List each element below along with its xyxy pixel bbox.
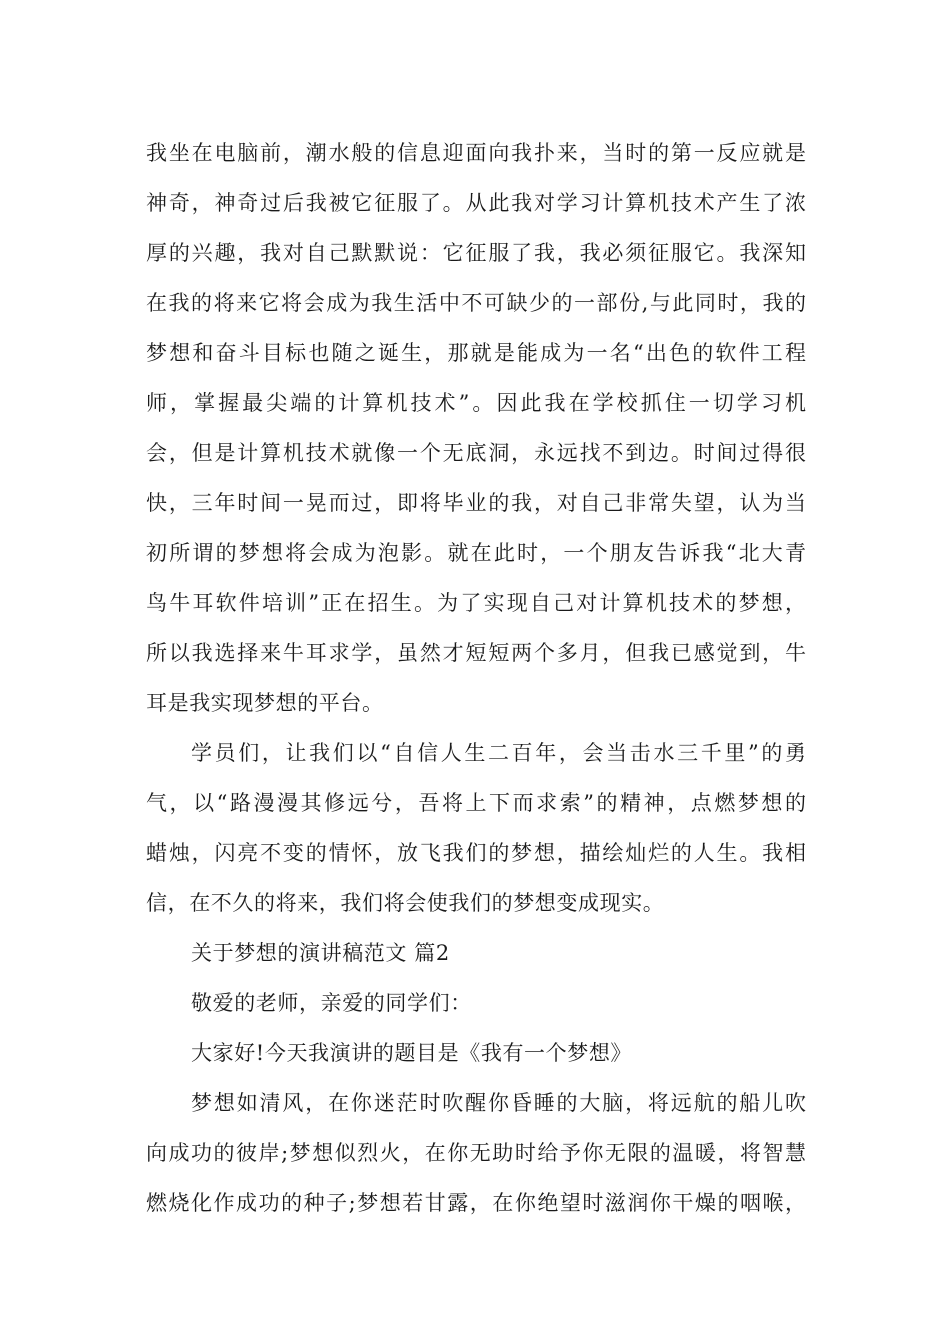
paragraph-3-line-1: 梦想如清风，在你迷茫时吹醒你昏睡的大脑，将远航的船儿吹 [191, 1091, 806, 1115]
section-heading: 关于梦想的演讲稿范文 篇2 [191, 941, 450, 965]
paragraph-3-line-2: 向成功的彼岸;梦想似烈火，在你无助时给予你无限的温暖，将智慧 [146, 1141, 806, 1165]
paragraph-1-line-5: 梦想和奋斗目标也随之诞生，那就是能成为一名“出色的软件工程 [146, 341, 806, 365]
paragraph-1-line-4: 在我的将来它将会成为我生活中不可缺少的一部份,与此同时，我的 [146, 291, 806, 315]
paragraph-1-line-11: 所以我选择来牛耳求学，虽然才短短两个多月，但我已感觉到，牛 [146, 641, 806, 665]
paragraph-1-line-6: 师，掌握最尖端的计算机技术”。因此我在学校抓住一切学习机 [146, 391, 806, 415]
salutation: 敬爱的老师，亲爱的同学们： [191, 991, 472, 1015]
paragraph-1-line-7: 会，但是计算机技术就像一个无底洞，永远找不到边。时间过得很 [146, 441, 806, 465]
paragraph-1-line-12: 耳是我实现梦想的平台。 [146, 691, 384, 715]
paragraph-2-line-2: 气，以“路漫漫其修远兮，吾将上下而求索”的精神，点燃梦想的 [146, 791, 806, 815]
paragraph-2-line-3: 蜡烛，闪亮不变的情怀，放飞我们的梦想，描绘灿烂的人生。我相 [146, 841, 806, 865]
paragraph-1-line-3: 厚的兴趣，我对自己默默说：它征服了我，我必须征服它。我深知 [146, 241, 806, 265]
paragraph-1-line-9: 初所谓的梦想将会成为泡影。就在此时，一个朋友告诉我“北大青 [146, 541, 806, 565]
paragraph-2-line-4: 信，在不久的将来，我们将会使我们的梦想变成现实。 [146, 891, 665, 915]
paragraph-3-line-3: 燃烧化作成功的种子;梦想若甘露，在你绝望时滋润你干燥的咽喉， [146, 1191, 806, 1215]
paragraph-1-line-8: 快，三年时间一晃而过，即将毕业的我，对自己非常失望，认为当 [146, 491, 806, 515]
greeting: 大家好!今天我演讲的题目是《我有一个梦想》 [191, 1041, 633, 1065]
paragraph-1-line-1: 我坐在电脑前，潮水般的信息迎面向我扑来，当时的第一反应就是 [146, 141, 806, 165]
paragraph-1-line-2: 神奇，神奇过后我被它征服了。从此我对学习计算机技术产生了浓 [146, 191, 806, 215]
paragraph-1-line-10: 鸟牛耳软件培训”正在招生。为了实现自己对计算机技术的梦想， [146, 591, 806, 615]
paragraph-2-line-1: 学员们，让我们以“自信人生二百年，会当击水三千里”的勇 [191, 741, 806, 765]
